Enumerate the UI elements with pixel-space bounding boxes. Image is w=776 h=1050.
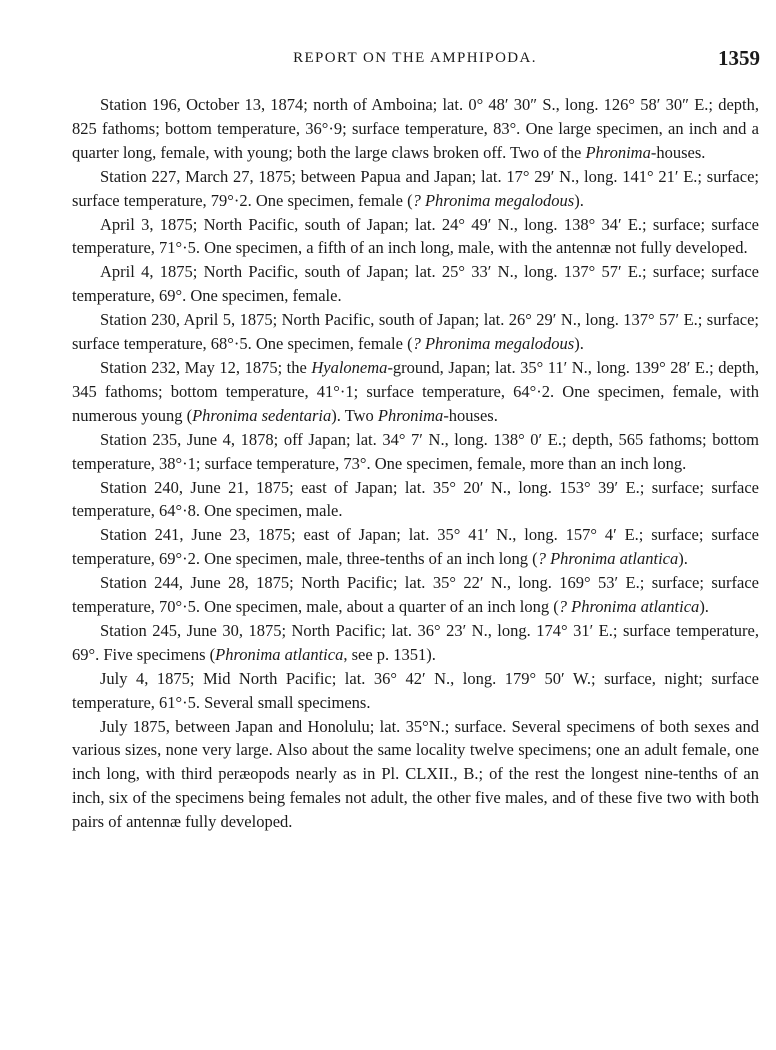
station-entry: Station 245, June 30, 1875; North Pacific; lat. 36° 23′ N., long. 174° 31′ E.; surface temperature, 69°. Five specimens (Phronima atlantica, see p. 1351). (72, 620, 759, 664)
taxon-name: Phronima (585, 142, 651, 162)
station-entry: July 1875, between Japan and Honolulu; lat. 35°N.; surface. Several specimens of both sexes and various sizes, none very large. Also about the same locality twelve specimens; one an adult female, one inch long, with third peræopods nearly as in Pl. CLXII., B.; of the rest the longest nine-tenths of an inch, six of the specimens being females not adult, the other five males, and of these five two with both pairs of antennæ fully developed. (72, 716, 759, 832)
taxon-name: Hyalonema (311, 357, 388, 377)
station-entry: Station 241, June 23, 1875; east of Japan; lat. 35° 41′ N., long. 157° 4′ E.; surface; surface temperature, 69°·2. One specimen, male, three-tenths of an inch long (? Phronima atlantica). (72, 525, 759, 569)
taxon-name: ? Phronima atlantica (558, 597, 700, 617)
station-entry: Station 244, June 28, 1875; North Pacific; lat. 35° 22′ N., long. 169° 53′ E.; surface; surface temperature, 70°·5. One specimen, male, about a quarter of an inch long (? Phronima atlantica). (72, 573, 759, 617)
station-entry: Station 227, March 27, 1875; between Papua and Japan; lat. 17° 29′ N., long. 141° 21′ E.; surface; surface temperature, 79°·2. One specimen, female (? Phronima megalodous). (72, 166, 759, 210)
taxon-name: Phronima sedentaria (192, 405, 332, 425)
station-entry: Station 240, June 21, 1875; east of Japan; lat. 35° 20′ N., long. 153° 39′ E.; surface; surface temperature, 64°·8. One specimen, male. (72, 477, 759, 521)
taxon-name: ? Phronima megalodous (412, 190, 575, 210)
page-number: 1359 (718, 46, 760, 70)
station-list (72, 93, 759, 834)
station-entry: April 3, 1875; North Pacific, south of Japan; lat. 24° 49′ N., long. 138° 34′ E.; surface; surface temperature, 71°·5. One specimen, a fifth of an inch long, male, with the antennæ not fully developed. (72, 214, 759, 258)
taxon-name: Phronima (377, 405, 444, 425)
taxon-name: ? Phronima megalodous (412, 334, 575, 354)
taxon-name: Phronima atlantica (215, 644, 344, 664)
station-entry: April 4, 1875; North Pacific, south of Japan; lat. 25° 33′ N., long. 137° 57′ E.; surface; surface temperature, 69°. One specimen, female. (72, 262, 759, 306)
station-entry: July 4, 1875; Mid North Pacific; lat. 36° 42′ N., long. 179° 50′ W.; surface, night; surface temperature, 61°·5. Several small specimens. (72, 668, 759, 712)
station-entry: Station 196, October 13, 1874; north of Amboina; lat. 0° 48′ 30″ S., long. 126° 58′ 30″ E.; depth, 825 fathoms; bottom temperature, 36°·9; surface temperature, 83°. One large specimen, an inch and a quarter long, female, with young; both the large claws broken off. Two of the Phronima-houses. (72, 95, 759, 162)
running-title: REPORT ON THE AMPHIPODA. (293, 50, 537, 66)
station-entry: Station 235, June 4, 1878; off Japan; lat. 34° 7′ N., long. 138° 0′ E.; depth, 565 fathoms; bottom temperature, 38°·1; surface temperature, 73°. One specimen, female, more than an inch long. (72, 429, 759, 473)
running-head (70, 46, 760, 78)
taxon-name: ? Phronima atlantica (537, 549, 679, 569)
station-entry: Station 232, May 12, 1875; the Hyalonema-ground, Japan; lat. 35° 11′ N., long. 139° 28′ E.; depth, 345 fathoms; bottom temperature, 41°·1; surface temperature, 64°·2. One specimen, female, with numerous young (Phronima sedentaria). Two Phronima-houses. (72, 357, 759, 425)
station-entry: Station 230, April 5, 1875; North Pacific, south of Japan; lat. 26° 29′ N., long. 137° 57′ E.; surface; surface temperature, 68°·5. One specimen, female (? Phronima megalodous). (72, 310, 759, 354)
